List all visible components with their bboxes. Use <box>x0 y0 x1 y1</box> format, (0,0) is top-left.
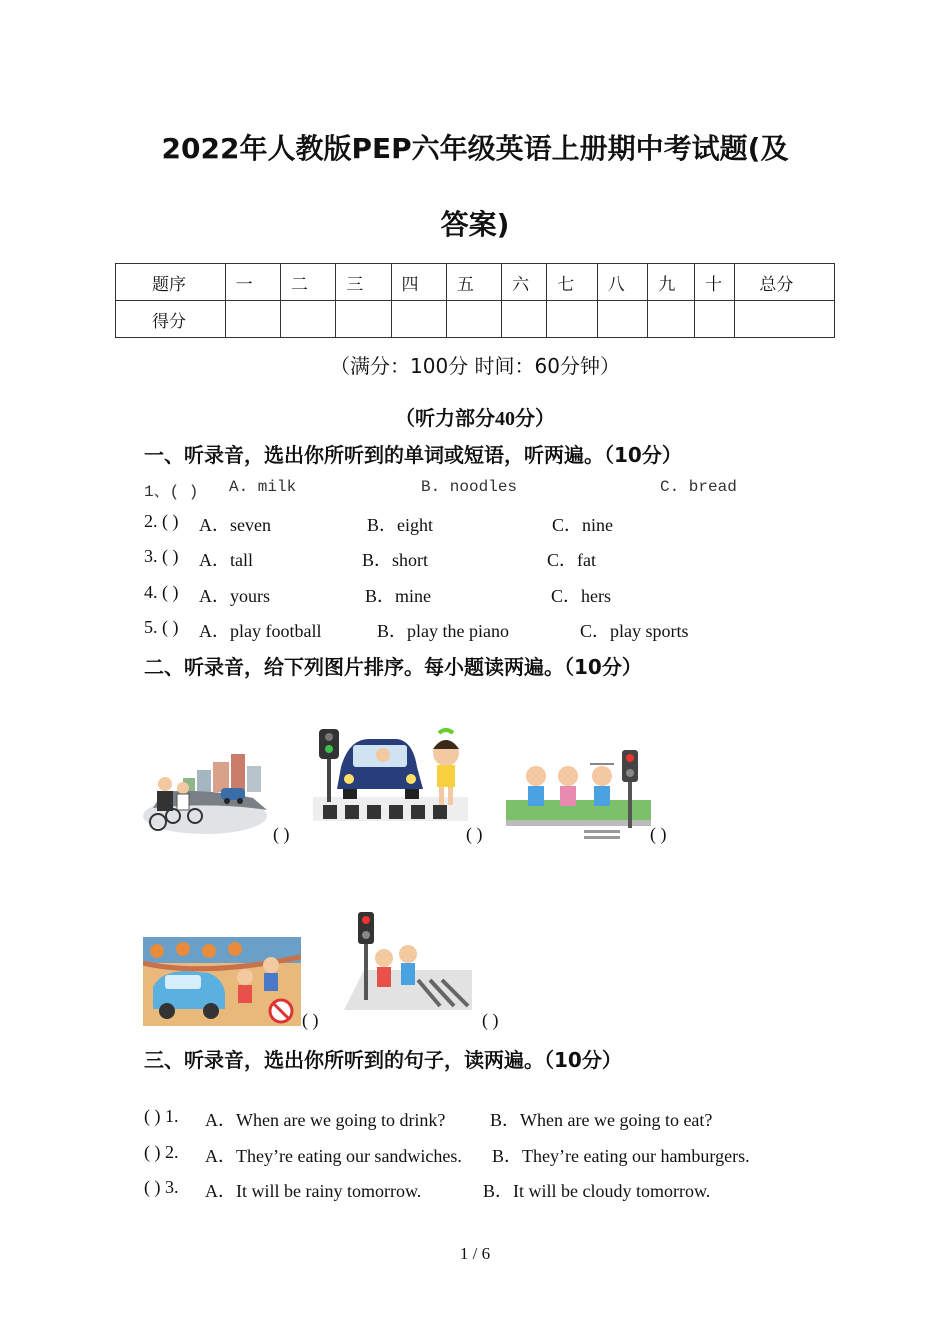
score-input-cell[interactable] <box>597 301 648 338</box>
score-input-cell[interactable] <box>735 301 835 338</box>
option-a[interactable]: A．It will be rainy tomorrow. <box>205 1181 422 1201</box>
option-a[interactable]: A．When are we going to drink? <box>205 1110 446 1130</box>
question-number: 1、( ) <box>144 483 199 501</box>
option-c[interactable]: C．play sports <box>580 621 689 641</box>
page-title-continued: 答案) <box>440 208 510 241</box>
table-cell: 八 <box>597 264 648 301</box>
option-b[interactable]: B．play the piano <box>377 621 509 641</box>
question-number: ( ) 1. <box>144 1106 179 1126</box>
table-cell: 二 <box>280 264 335 301</box>
score-input-cell[interactable] <box>280 301 335 338</box>
option-b[interactable]: B．They’re eating our hamburgers. <box>492 1146 750 1166</box>
picture-car-children-running <box>143 937 301 1026</box>
table-cell: 题序 <box>116 264 226 301</box>
option-a[interactable]: A．seven <box>199 515 271 535</box>
page-title: 2022年人教版PEP六年级英语上册期中考试题(及 <box>161 132 789 165</box>
question-number: 3. ( ) <box>144 546 179 566</box>
option-b[interactable]: B．short <box>362 550 429 570</box>
option-b[interactable]: B．eight <box>367 515 433 535</box>
page-number: 1 / 6 <box>459 1244 491 1263</box>
option-c[interactable]: C．hers <box>551 586 611 606</box>
picture-city-street <box>143 748 268 834</box>
answer-blank[interactable]: ( ) <box>650 824 667 844</box>
table-cell: 九 <box>648 264 695 301</box>
option-b[interactable]: B. noodles <box>421 478 518 496</box>
picture-car-crosswalk <box>313 727 468 821</box>
table-cell: 七 <box>547 264 598 301</box>
answer-blank[interactable]: ( ) <box>482 1010 499 1030</box>
table-cell: 五 <box>446 264 501 301</box>
table-cell: 六 <box>502 264 547 301</box>
listening-header: （听力部分40分） <box>395 408 555 430</box>
table-cell: 三 <box>336 264 391 301</box>
answer-blank[interactable]: ( ) <box>273 824 290 844</box>
answer-blank[interactable]: ( ) <box>302 1010 319 1030</box>
question-number: ( ) 3. <box>144 1177 179 1197</box>
score-input-cell[interactable] <box>695 301 735 338</box>
question-number: 2. ( ) <box>144 511 179 531</box>
score-table-header-row <box>116 264 835 301</box>
picture-kids-traffic-light <box>506 748 651 840</box>
table-cell: 总分 <box>735 264 835 301</box>
question-number: 4. ( ) <box>144 582 179 602</box>
table-cell: 得分 <box>116 301 226 338</box>
score-table <box>115 263 835 338</box>
section1-heading: 一、听录音，选出你所听到的单词或短语，听两遍。（10分） <box>144 443 682 467</box>
score-input-cell[interactable] <box>391 301 446 338</box>
option-b[interactable]: B．When are we going to eat? <box>490 1110 713 1130</box>
option-a[interactable]: A. milk <box>229 478 297 496</box>
question-number: ( ) 2. <box>144 1142 179 1162</box>
section3-heading: 三、听录音，选出你所听到的句子，读两遍。（10分） <box>144 1048 622 1072</box>
answer-blank[interactable]: ( ) <box>466 824 483 844</box>
option-c[interactable]: C．nine <box>552 515 613 535</box>
option-b[interactable]: B．mine <box>365 586 431 606</box>
score-input-cell[interactable] <box>225 301 280 338</box>
option-a[interactable]: A．They’re eating our sandwiches. <box>205 1146 462 1166</box>
question-number: 5. ( ) <box>144 617 179 637</box>
table-cell: 十 <box>695 264 735 301</box>
score-input-cell[interactable] <box>648 301 695 338</box>
option-c[interactable]: C. bread <box>660 478 737 496</box>
option-a[interactable]: A．tall <box>199 550 253 570</box>
option-a[interactable]: A．yours <box>199 586 270 606</box>
option-a[interactable]: A．play football <box>199 621 322 641</box>
table-cell: 一 <box>225 264 280 301</box>
exam-info: （满分：100分 时间：60分钟） <box>330 354 620 378</box>
option-b[interactable]: B．It will be cloudy tomorrow. <box>483 1181 711 1201</box>
table-cell: 四 <box>391 264 446 301</box>
option-c[interactable]: C．fat <box>547 550 596 570</box>
section2-heading: 二、听录音，给下列图片排序。每小题读两遍。（10分） <box>144 655 642 679</box>
score-input-cell[interactable] <box>502 301 547 338</box>
score-input-cell[interactable] <box>446 301 501 338</box>
score-table-score-row <box>116 301 835 338</box>
score-input-cell[interactable] <box>336 301 391 338</box>
score-input-cell[interactable] <box>547 301 598 338</box>
picture-kids-red-light <box>344 910 472 1010</box>
